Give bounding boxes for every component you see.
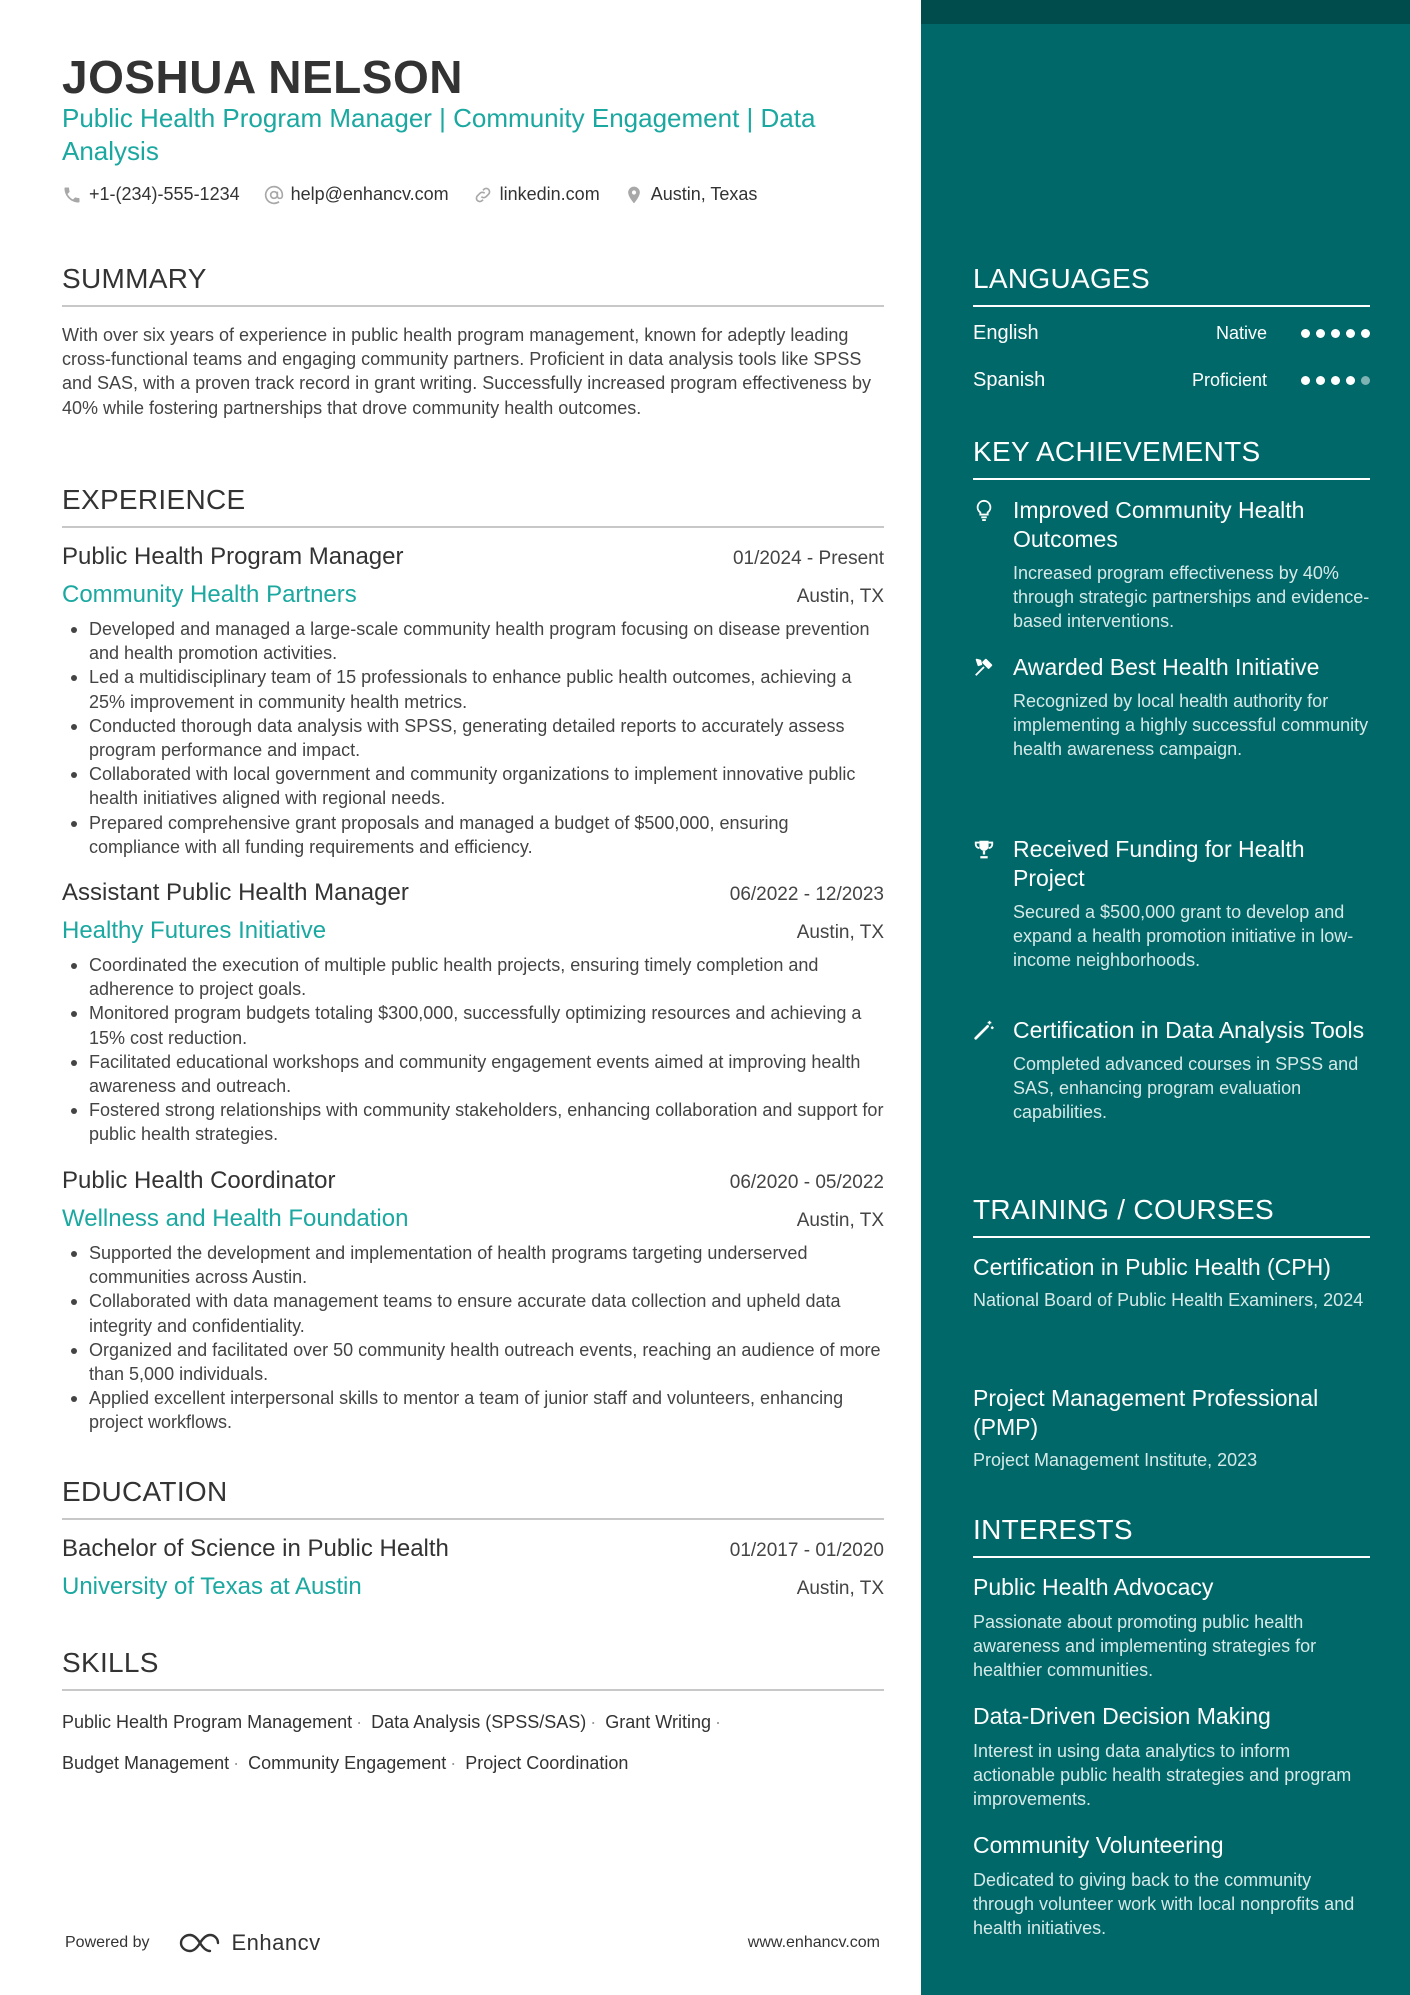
- language-rating: [1295, 329, 1370, 338]
- list-item: Applied excellent interpersonal skills to mentor a team of junior staff and volunteers, enhancing project workflows.: [62, 1386, 884, 1434]
- achievement-item: [973, 835, 1370, 973]
- job-title: Assistant Public Health Manager: [62, 879, 409, 906]
- job-entry: [62, 1167, 884, 1435]
- job-location: Austin, TX: [796, 922, 884, 943]
- achievement-item: [973, 496, 1370, 634]
- website-link[interactable]: www.enhancv.com: [747, 1934, 880, 1951]
- rating-dot: [1346, 329, 1355, 338]
- achievement-desc: Recognized by local health authority for implementing a highly successful community health awareness campaign.: [1013, 691, 1369, 760]
- language-level: Proficient: [1191, 370, 1267, 390]
- achievement-title: Received Funding for Health Project: [1013, 836, 1305, 891]
- brand-logo[interactable]: [178, 1930, 321, 1956]
- job-bullets: [62, 953, 884, 1147]
- skill-item: Community Engagement: [248, 1753, 447, 1773]
- course-provider: National Board of Public Health Examiners, 2024: [973, 1290, 1364, 1310]
- achievement-desc: Secured a $500,000 grant to develop and expand a health promotion initiative in low-income neighborhoods.: [1013, 902, 1354, 971]
- language-name: Spanish: [973, 369, 1046, 391]
- list-item: Supported the development and implementation of health programs targeting underserved communities across Austin.: [62, 1241, 884, 1289]
- location-pin-icon: [624, 185, 644, 205]
- list-item: Prepared comprehensive grant proposals and managed a budget of $500,000, ensuring compliance with all funding requirements and efficiency.: [62, 811, 884, 859]
- linkedin-text: linkedin.com: [499, 184, 600, 204]
- education-location: Austin, TX: [796, 1578, 884, 1599]
- achievement-desc: Increased program effectiveness by 40% through strategic partnerships and evidence-based interventions.: [1013, 563, 1370, 632]
- rating-dot: [1301, 376, 1310, 385]
- interests-heading: INTERESTS: [973, 1514, 1370, 1558]
- contact-email[interactable]: [264, 184, 449, 205]
- phone-icon: [62, 185, 82, 205]
- contact-bar: [62, 184, 781, 205]
- job-company: Wellness and Health Foundation: [62, 1205, 409, 1232]
- interest-title: Community Volunteering: [973, 1832, 1224, 1858]
- course-provider: Project Management Institute, 2023: [973, 1450, 1258, 1470]
- location-text: Austin, Texas: [650, 184, 758, 204]
- list-item: Monitored program budgets totaling $300,000, successfully optimizing resources and achieving a 15% cost reduction.: [62, 1001, 884, 1049]
- course-item: [973, 1253, 1370, 1312]
- language-level: Native: [1215, 323, 1267, 343]
- at-icon: [264, 185, 284, 205]
- job-title: Public Health Coordinator: [62, 1167, 336, 1194]
- job-entry: [62, 879, 884, 1147]
- skills-heading: SKILLS: [62, 1647, 884, 1691]
- interest-item: [973, 1831, 1370, 1941]
- sidebar: [921, 0, 1410, 1995]
- link-icon: [473, 185, 493, 205]
- summary-text: With over six years of experience in public health program management, known for adeptly leading cross-functional teams and engaging community partners. Proficient in data analysis tools like SPSS and SAS, with a proven track record in grant writing. Successfully increased program effectiveness by 40% while fostering partnerships that drove community health outcomes.: [62, 325, 872, 418]
- interest-title: Data-Driven Decision Making: [973, 1703, 1271, 1729]
- rating-dot: [1361, 376, 1370, 385]
- job-company: Healthy Futures Initiative: [62, 917, 327, 944]
- contact-location: [624, 184, 758, 205]
- job-location: Austin, TX: [796, 586, 884, 607]
- language-rating: [1295, 376, 1370, 385]
- list-item: Collaborated with data management teams to ensure accurate data collection and upheld data integrity and confidentiality.: [62, 1289, 884, 1337]
- interest-desc: Dedicated to giving back to the community through volunteer work with local nonprofits and health initiatives.: [973, 1870, 1355, 1939]
- list-item: Led a multidisciplinary team of 15 professionals to enhance public health outcomes, achieving a 25% improvement in community health metrics.: [62, 665, 884, 713]
- sidebar-top-band: [921, 0, 1410, 24]
- course-item: [973, 1384, 1370, 1472]
- language-name: English: [973, 322, 1039, 344]
- footer: [65, 1930, 880, 1956]
- degree: Bachelor of Science in Public Health: [62, 1535, 449, 1562]
- job-bullets: [62, 617, 884, 859]
- course-title: Certification in Public Health (CPH): [973, 1254, 1331, 1280]
- course-title: Project Management Professional (PMP): [973, 1385, 1319, 1440]
- list-item: Conducted thorough data analysis with SPSS, generating detailed reports to accurately assess program performance and impact.: [62, 714, 884, 762]
- training-heading: TRAINING / COURSES: [973, 1194, 1370, 1238]
- brand-name: Enhancv: [231, 1930, 321, 1955]
- rating-dot: [1331, 329, 1340, 338]
- achievement-title: Certification in Data Analysis Tools: [1013, 1017, 1365, 1043]
- interest-item: [973, 1702, 1370, 1812]
- education-heading: EDUCATION: [62, 1476, 884, 1520]
- tools-icon: [973, 656, 995, 678]
- contact-phone[interactable]: [62, 184, 240, 205]
- education-dates: 01/2017 - 01/2020: [729, 1540, 884, 1561]
- headline: Public Health Program Manager | Community Engagement | Data Analysis: [62, 103, 816, 166]
- list-item: Collaborated with local government and community organizations to implement innovative public health initiatives aligned with regional needs.: [62, 762, 884, 810]
- job-dates: 06/2022 - 12/2023: [729, 884, 884, 905]
- achievements-heading: KEY ACHIEVEMENTS: [973, 436, 1370, 480]
- skill-item: Data Analysis (SPSS/SAS): [371, 1712, 587, 1732]
- contact-linkedin[interactable]: [473, 184, 600, 205]
- languages-heading: LANGUAGES: [973, 263, 1370, 307]
- list-item: Facilitated educational workshops and community engagement events aimed at improving health awareness and outreach.: [62, 1050, 884, 1098]
- phone-text: +1-(234)-555-1234: [89, 184, 240, 204]
- skill-item: Grant Writing: [605, 1712, 711, 1732]
- skill-item: Project Coordination: [465, 1753, 629, 1773]
- powered-by-label: Powered by: [65, 1934, 150, 1951]
- enhancv-logo-icon: [178, 1931, 224, 1955]
- summary-heading: SUMMARY: [62, 263, 884, 307]
- list-item: Organized and facilitated over 50 community health outreach events, reaching an audience of more than 5,000 individuals.: [62, 1338, 884, 1386]
- school: University of Texas at Austin: [62, 1573, 362, 1600]
- language-row: [973, 369, 1370, 392]
- candidate-name: JOSHUA NELSON: [62, 51, 463, 103]
- list-item: Coordinated the execution of multiple public health projects, ensuring timely completion and adherence to project goals.: [62, 953, 884, 1001]
- job-company: Community Health Partners: [62, 581, 357, 608]
- skill-item: Public Health Program Management: [62, 1712, 353, 1732]
- trophy-icon: [973, 838, 995, 860]
- magic-wand-icon: [973, 1019, 995, 1041]
- experience-heading: EXPERIENCE: [62, 484, 884, 528]
- rating-dot: [1361, 329, 1370, 338]
- interest-desc: Interest in using data analytics to inform actionable public health strategies and program improvements.: [973, 1741, 1352, 1810]
- achievement-title: Improved Community Health Outcomes: [1013, 497, 1305, 552]
- job-title: Public Health Program Manager: [62, 543, 404, 570]
- interest-item: [973, 1573, 1370, 1683]
- education-entry: [62, 1535, 884, 1601]
- skills-list: Public Health Program Management · Data Analysis (SPSS/SAS) · Grant Writing · Budget Management · Community Engagement · Project Coordination: [62, 1712, 721, 1773]
- list-item: Fostered strong relationships with community stakeholders, enhancing collaboration and support for public health strategies.: [62, 1098, 884, 1146]
- job-dates: 06/2020 - 05/2022: [729, 1172, 884, 1193]
- rating-dot: [1301, 329, 1310, 338]
- rating-dot: [1316, 329, 1325, 338]
- lightbulb-icon: [973, 499, 995, 521]
- job-bullets: [62, 1241, 884, 1435]
- job-location: Austin, TX: [796, 1210, 884, 1231]
- skill-item: Budget Management: [62, 1753, 230, 1773]
- rating-dot: [1346, 376, 1355, 385]
- rating-dot: [1331, 376, 1340, 385]
- language-row: [973, 322, 1370, 345]
- interest-desc: Passionate about promoting public health awareness and implementing strategies for healthier communities.: [973, 1612, 1317, 1681]
- rating-dot: [1316, 376, 1325, 385]
- achievement-desc: Completed advanced courses in SPSS and SAS, enhancing program evaluation capabilities.: [1013, 1054, 1359, 1123]
- email-text: help@enhancv.com: [290, 184, 449, 204]
- job-dates: 01/2024 - Present: [732, 548, 884, 569]
- achievement-item: [973, 653, 1370, 762]
- achievement-title: Awarded Best Health Initiative: [1013, 654, 1320, 680]
- achievement-item: [973, 1016, 1370, 1125]
- list-item: Developed and managed a large-scale community health program focusing on disease prevention and health promotion activities.: [62, 617, 884, 665]
- job-entry: [62, 543, 884, 859]
- interest-title: Public Health Advocacy: [973, 1574, 1214, 1600]
